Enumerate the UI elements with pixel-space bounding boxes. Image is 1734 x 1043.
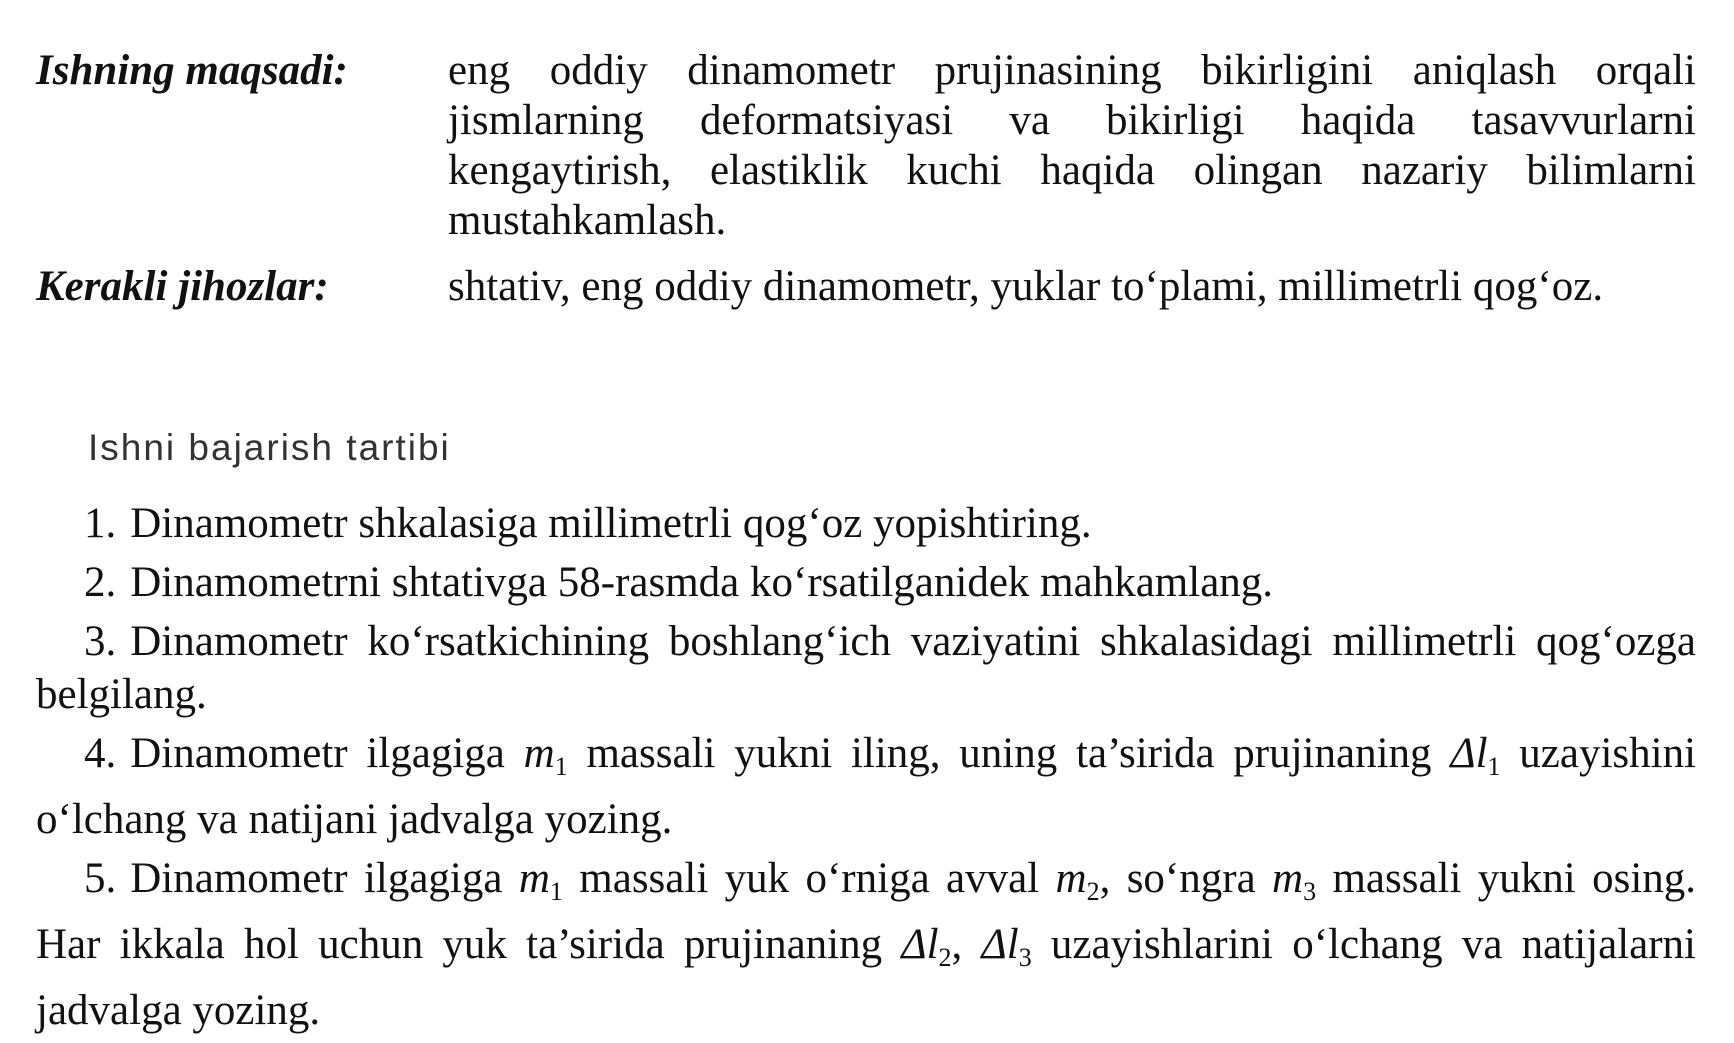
step-text: Dinamometr ilgagiga [130, 855, 503, 902]
mass-symbol: $m_2$ [1055, 855, 1100, 906]
step-text: , [951, 921, 963, 968]
goal-label: Ishning maqsadi: [36, 47, 348, 94]
step-number: 4. [84, 730, 117, 777]
step-3 [36, 615, 1696, 721]
mass-symbol: $m_3$ [1272, 855, 1317, 906]
step-text: massali yukni iling, uning ta’sirida prujinaning [586, 730, 1432, 777]
equipment-text: shtativ, eng oddiy dinamometr, yuklar to‘plami, millimetrli qog‘oz. [448, 263, 1604, 310]
step-text: Dinamometr ilgagiga [130, 730, 505, 777]
goal-row [36, 46, 1696, 246]
step-text: Dinamometr shkalasiga millimetrli qog‘oz yopishtiring. [130, 500, 1092, 547]
step-number: 5. [84, 855, 117, 902]
step-text: uzayishini o‘lchang va natijani jadvalga yozing. [36, 730, 1697, 843]
procedure-steps [36, 497, 1696, 1043]
step-2 [36, 556, 1696, 609]
step-text: massali yukni osing. Har ikkala hol uchun yuk ta’sirida prujinaning [36, 855, 1697, 968]
step-text: Dinamometr ko‘rsatkichining boshlang‘ich vaziyatini shkalasidagi millimetrli qog‘ozga belgilang. [36, 618, 1696, 718]
elongation-symbol: $\Delta l_1$ [1450, 730, 1501, 781]
elongation-symbol: $\Delta l_2$ [901, 921, 952, 972]
step-text: massali yuk o‘rniga avval [579, 855, 1040, 902]
equipment-label: Kerakli jihozlar: [36, 263, 329, 310]
step-number: 1. [84, 500, 117, 547]
goal-text: eng oddiy dinamometr prujinasining bikirligini aniqlash orqali jismlarning deformatsiyasi va bikirligi haqida tasavvurlarni kengaytirish, elastiklik kuchi haqida olingan nazariy bilimlarni mustahkamlash. [448, 47, 1696, 244]
step-text: , so‘ngra [1099, 855, 1256, 902]
step-number: 3. [84, 618, 117, 665]
step-number: 2. [84, 559, 117, 606]
mass-symbol: $m_1$ [518, 855, 563, 906]
step-4 [36, 727, 1696, 846]
step-text: Dinamometrni shtativga 58-rasmda ko‘rsatilganidek mahkamlang. [130, 559, 1274, 606]
procedure-heading: Ishni bajarish tartibi [88, 427, 451, 468]
equipment-row [36, 262, 1696, 312]
step-1 [36, 497, 1696, 550]
step-text: uzayishlarini o‘lchang va natijalarni jadvalga yozing. [36, 921, 1696, 1034]
step-5 [36, 852, 1696, 1037]
mass-symbol: $m_1$ [523, 730, 568, 781]
elongation-symbol: $\Delta l_3$ [981, 921, 1032, 972]
